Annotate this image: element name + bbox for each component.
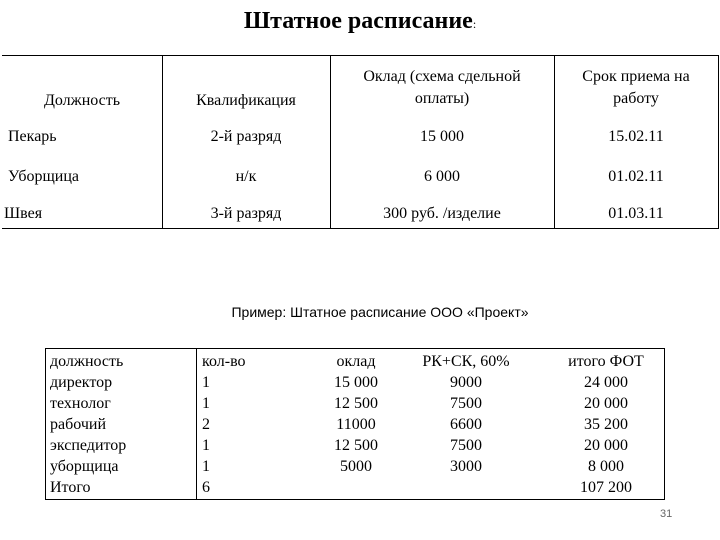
header-salary-line1: Оклад (схема сдельной — [363, 68, 521, 85]
row-qualification: 3-й разряд — [210, 205, 282, 222]
cell-position: Итого — [50, 479, 91, 496]
row-position: Швея — [4, 205, 43, 222]
cell-rk-sk: 7500 — [450, 437, 482, 454]
row-start-date: 15.02.11 — [608, 128, 664, 145]
column-divider — [196, 349, 197, 499]
payroll-table — [45, 348, 665, 500]
cell-total: 8 000 — [588, 458, 624, 475]
cell-total: 107 200 — [580, 479, 632, 496]
cell-position: уборщица — [50, 458, 119, 475]
header-start-date-line2: работу — [613, 90, 659, 107]
example-caption: Пример: Штатное расписание ООО «Проект» — [231, 304, 529, 320]
col-count — [202, 351, 246, 498]
row-salary: 300 руб. /изделие — [383, 205, 501, 222]
row-position: Уборщица — [8, 168, 80, 185]
col-position — [50, 351, 126, 498]
cell-salary: 12 500 — [334, 437, 378, 454]
title-colon: : — [472, 17, 477, 31]
cell-rk-sk: 6600 — [450, 416, 482, 433]
row-qualification: 2-й разряд — [210, 128, 282, 145]
page-title — [0, 8, 720, 35]
cell-position: технолог — [50, 395, 111, 412]
header-position: Должность — [43, 92, 121, 109]
row-start-date: 01.02.11 — [608, 168, 664, 185]
cell-count: 1 — [202, 374, 210, 391]
header-start-date-line1: Срок приема на — [582, 68, 690, 85]
header-start-date — [554, 66, 718, 110]
cell-salary: 11000 — [336, 416, 376, 433]
cell-total: 20 000 — [584, 437, 628, 454]
header-rk-sk: РК+СК, 60% — [422, 353, 510, 370]
title-text: Штатное расписание — [243, 8, 473, 34]
cell-position: директор — [50, 374, 113, 391]
cell-position: рабочий — [50, 416, 106, 433]
header-salary-line2: оплаты) — [414, 90, 470, 107]
row-start-date: 01.03.11 — [608, 205, 664, 222]
cell-count: 1 — [202, 437, 210, 454]
cell-rk-sk: 3000 — [450, 458, 482, 475]
cell-count: 6 — [202, 479, 210, 496]
cell-count: 1 — [202, 458, 210, 475]
header-qualification: Квалификация — [196, 92, 296, 109]
col-total — [541, 351, 671, 498]
cell-total: 20 000 — [584, 395, 628, 412]
cell-salary: 12 500 — [334, 395, 378, 412]
header-salary — [330, 66, 554, 110]
header-salary: оклад — [336, 353, 376, 370]
cell-rk-sk: 7500 — [450, 395, 482, 412]
row-position: Пекарь — [8, 128, 57, 145]
cell-position: экспедитор — [50, 437, 127, 454]
header-total: итого ФОТ — [568, 353, 644, 370]
header-position: должность — [50, 353, 124, 370]
cell-rk-sk: 9000 — [450, 374, 482, 391]
header-count: кол-во — [202, 353, 246, 370]
row-salary: 6 000 — [424, 168, 460, 185]
staff-schedule-table — [2, 55, 719, 229]
cell-count: 1 — [202, 395, 210, 412]
cell-salary: 15 000 — [334, 374, 378, 391]
cell-total: 24 000 — [584, 374, 628, 391]
row-qualification: н/к — [235, 168, 257, 185]
cell-salary: 5000 — [340, 458, 372, 475]
row-salary: 15 000 — [420, 128, 464, 145]
page-number: 31 — [660, 508, 673, 520]
cell-count: 2 — [202, 416, 210, 433]
col-rk-sk — [391, 351, 541, 477]
cell-total: 35 200 — [584, 416, 628, 433]
